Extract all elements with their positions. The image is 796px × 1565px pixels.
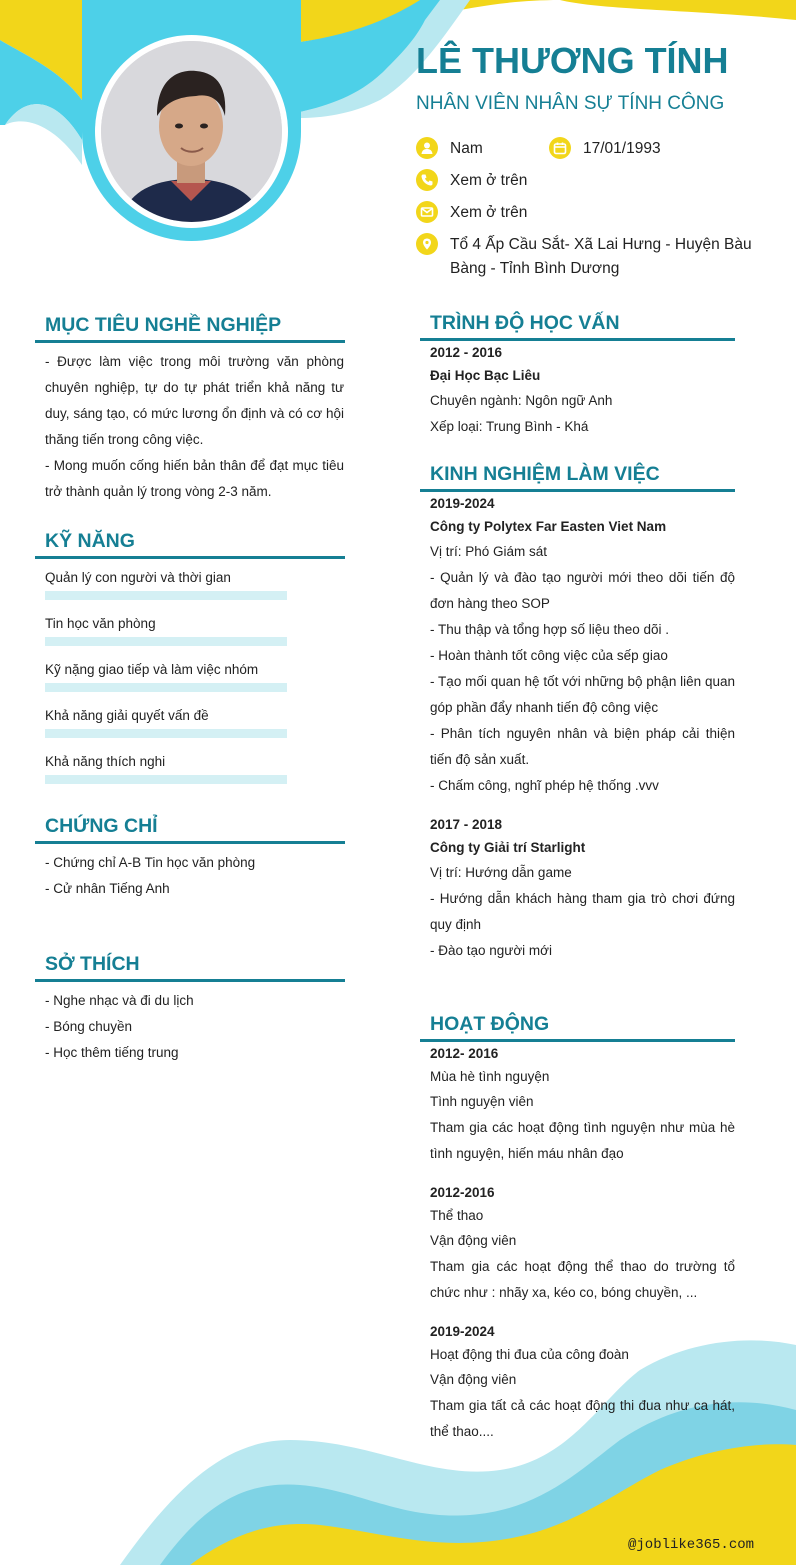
hobbies-divider <box>35 979 345 982</box>
activity-period: 2012- 2016 <box>430 1046 499 1061</box>
phone-icon <box>416 169 438 191</box>
objective-title: MỤC TIÊU NGHỀ NGHIỆP <box>45 314 282 336</box>
skill-label: Quản lý con người và thời gian <box>45 570 231 585</box>
skill-bar <box>45 637 287 646</box>
hobby-item: - Nghe nhạc và đi du lịch <box>45 993 194 1008</box>
hobbies-title: SỞ THÍCH <box>45 953 140 975</box>
candidate-name: LÊ THƯƠNG TÍNH <box>416 40 729 81</box>
activities-title: HOẠT ĐỘNG <box>430 1013 550 1035</box>
job-position: Vị trí: Hướng dẫn game <box>430 865 572 880</box>
job-duty: - Tạo mối quan hệ tốt với những bộ phận liên quan góp phần đẩy nhanh tiến độ công việc <box>430 674 735 715</box>
job-duty: - Thu thập và tổng hợp số liệu theo dõi . <box>430 622 670 637</box>
job-duty: - Đào tạo người mới <box>430 943 553 958</box>
skill-bar <box>45 729 287 738</box>
job-duty: - Hướng dẫn khách hàng tham gia trò chơi đứng quy định <box>430 891 735 932</box>
mail-icon <box>416 201 438 223</box>
objective-paragraph-1: - Được làm việc trong môi trường văn phòng chuyên nghiệp, tự do tự phát triển khả năng tư duy, sáng tạo, có mức lương ổn định và có cơ hội thăng tiến trong công việc. <box>45 354 344 447</box>
education-title: TRÌNH ĐỘ HỌC VẤN <box>430 312 620 334</box>
job-duty: - Hoàn thành tốt công việc của sếp giao <box>430 648 668 663</box>
skill-bar <box>45 591 287 600</box>
certificate-item: - Chứng chỉ A-B Tin học văn phòng <box>45 855 256 870</box>
activities-divider <box>420 1039 735 1042</box>
activity-role: Vận động viên <box>430 1233 517 1248</box>
job-company: Công ty Giải trí Starlight <box>430 840 586 855</box>
job-duty: - Quản lý và đào tạo người mới theo dõi tiến độ đơn hàng theo SOP <box>430 570 735 611</box>
user-icon <box>416 137 438 159</box>
certificates-title: CHỨNG CHỈ <box>45 815 158 837</box>
job-duties <box>430 565 735 799</box>
skills-title: KỸ NĂNG <box>45 530 135 552</box>
address-line-1: Tổ 4 Ấp Cầu Sắt- Xã Lai Hưng - Huyện Bàu <box>450 236 752 253</box>
calendar-icon <box>549 137 571 159</box>
education-divider <box>420 338 735 341</box>
job-duty: - Chấm công, nghĩ phép hệ thống .vvv <box>430 778 659 793</box>
gender-value: Nam <box>450 140 483 157</box>
hobby-item: - Bóng chuyền <box>45 1019 133 1034</box>
hobby-item: - Học thêm tiếng trung <box>45 1045 179 1060</box>
experience-divider <box>420 489 735 492</box>
certificate-item: - Cử nhân Tiếng Anh <box>45 881 170 896</box>
activity-description: Tham gia các hoạt động tình nguyện như mùa hè tình nguyện, hiến máu nhân đạo <box>430 1120 735 1161</box>
avatar-illustration <box>101 41 282 222</box>
dob-value: 17/01/1993 <box>583 140 661 157</box>
job-position: Vị trí: Phó Giám sát <box>430 544 548 559</box>
experience-title: KINH NGHIỆM LÀM VIỆC <box>430 463 660 485</box>
certificates-divider <box>35 841 345 844</box>
education-major: Chuyên ngành: Ngôn ngữ Anh <box>430 393 613 408</box>
avatar <box>101 41 282 222</box>
job-duties <box>430 886 735 964</box>
activity-description: Tham gia tất cả các hoạt động thi đua như ca hát, thể thao.... <box>430 1398 735 1439</box>
location-icon <box>416 233 438 255</box>
activity-name: Thể thao <box>430 1208 484 1223</box>
objective-paragraph-2: - Mong muốn cống hiến bản thân để đạt mục tiêu trở thành quản lý trong vòng 2-3 năm. <box>45 458 344 499</box>
activity-description: Tham gia các hoạt động thể thao do trường tổ chức như : nhãy xa, kéo co, bóng chuyền, ... <box>430 1259 735 1300</box>
phone-value: Xem ở trên <box>450 172 528 189</box>
activity-period: 2019-2024 <box>430 1324 495 1339</box>
objective-divider <box>35 340 345 343</box>
activity-name: Mùa hè tình nguyện <box>430 1069 550 1084</box>
education-school: Đại Học Bạc Liêu <box>430 368 541 383</box>
address-line-2: Bàng - Tỉnh Bình Dương <box>450 260 620 277</box>
job-title: NHÂN VIÊN NHÂN SỰ TÍNH CÔNG <box>416 93 725 114</box>
skill-bar <box>45 683 287 692</box>
education-period: 2012 - 2016 <box>430 345 503 360</box>
skill-label: Khả năng thích nghi <box>45 754 166 769</box>
skill-label: Kỹ nặng giao tiếp và làm việc nhóm <box>45 662 259 677</box>
job-period: 2019-2024 <box>430 496 495 511</box>
job-duty: - Phân tích nguyên nhân và biện pháp cải thiện tiến độ sản xuất. <box>430 726 735 767</box>
activity-name: Hoạt động thi đua của công đoàn <box>430 1347 629 1362</box>
skill-label: Khả năng giải quyết vấn đề <box>45 708 209 723</box>
job-company: Công ty Polytex Far Easten Viet Nam <box>430 519 667 534</box>
skills-divider <box>35 556 345 559</box>
activity-role: Tình nguyện viên <box>430 1094 534 1109</box>
job-period: 2017 - 2018 <box>430 817 503 832</box>
activity-role: Vận động viên <box>430 1372 517 1387</box>
email-value: Xem ở trên <box>450 204 528 221</box>
education-grade: Xếp loại: Trung Bình - Khá <box>430 419 589 434</box>
skill-bar <box>45 775 287 784</box>
watermark: @joblike365.com <box>628 1537 755 1553</box>
skill-label: Tin học văn phòng <box>45 616 156 631</box>
objective-text <box>45 349 344 505</box>
activity-period: 2012-2016 <box>430 1185 495 1200</box>
